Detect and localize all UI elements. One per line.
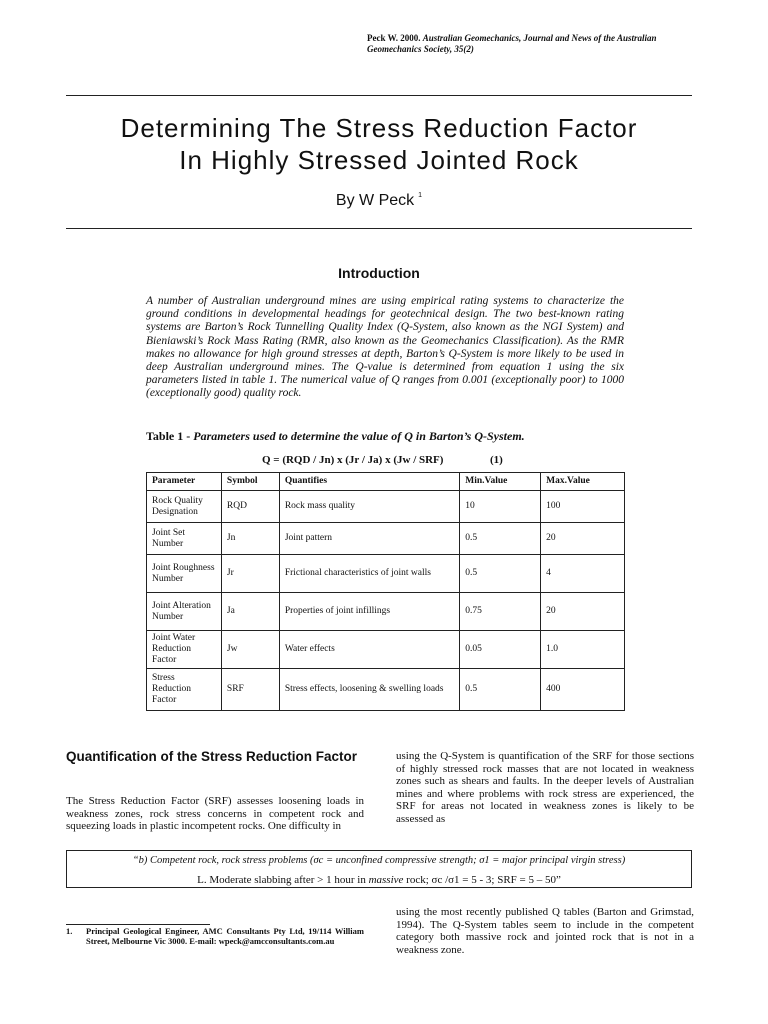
introduction-paragraph: A number of Australian underground mines are using empirical rating systems to characterize the ground conditions in developmental headings for geotechnical design. The two best-known rating systems are Barton’s Rock Tunnelling Quality Index (Q-System, also known as the NGI System) and Bieniawski’s Rock Mass Rating (RMR, also known as the Geomechanics Classification). As the RMR makes no allowance for high ground stresses at depth, Barton’s Q-System is more likely to be used in deep Australian underground mines. The Q-value is determined from equation 1 using the six parameters listed in table 1. The numerical value of Q ranges from 0.001 (exceptionally poor) to 1000 (exceptionally good) quality rock. (146, 295, 624, 400)
quoted-table-box (66, 850, 692, 888)
citation (367, 33, 687, 55)
quote-line-1: “b) Competent rock, rock stress problems (σc = unconfined compressive strength; σ1 = major principal virgin stress) (132, 855, 626, 866)
cell-symbol: Jw (221, 631, 279, 669)
table-row (147, 491, 625, 523)
table-row (147, 631, 625, 669)
footnote-rule (66, 924, 210, 925)
footnote-number: 1. (66, 926, 73, 936)
author-footnote-mark: 1 (418, 192, 423, 199)
cell-max-value: 1.0 (541, 631, 625, 669)
cell-symbol: RQD (221, 491, 279, 523)
table-row (147, 593, 625, 631)
cell-symbol: Ja (221, 593, 279, 631)
cell-min-value: 10 (460, 491, 541, 523)
footnote-text: Principal Geological Engineer, AMC Consultants Pty Ltd, 19/114 William Street, Melbourne Vic 3000. E-mail: wpeck@amcconsultants.com.au (86, 926, 364, 946)
cell-quantifies: Stress effects, loosening & swelling loads (279, 669, 459, 711)
table-caption (146, 429, 636, 444)
cell-quantifies: Properties of joint infillings (279, 593, 459, 631)
cell-quantifies: Joint pattern (279, 523, 459, 555)
section-paragraph-right: using the Q-System is quantification of the SRF for those sections of highly stressed rock masses that are not located in weakness zones such as shears and faults. In the deeper levels of Australian mines and where problems with rock stress are experienced, the SRF for areas not located in weakness zones is likely to be assessed as (396, 750, 694, 825)
header-parameter: Parameter (147, 473, 222, 491)
cell-symbol: SRF (221, 669, 279, 711)
equation-formula: Q = (RQD / Jn) x (Jr / Ja) x (Jw / SRF) (262, 454, 444, 466)
cell-min-value: 0.75 (460, 593, 541, 631)
cell-symbol: Jr (221, 555, 279, 593)
quote-line-2-a: L. Moderate slabbing after > 1 hour in (197, 874, 369, 886)
section-paragraph-left: The Stress Reduction Factor (SRF) assesses loosening loads in weakness zones, rock stress concerns in competent rock and squeezing loads in plastic incompetent rocks. One difficulty in (66, 795, 364, 832)
cell-min-value: 0.5 (460, 523, 541, 555)
cell-min-value: 0.5 (460, 669, 541, 711)
cell-max-value: 20 (541, 593, 625, 631)
cell-parameter: Stress Reduction Factor (147, 669, 222, 711)
parameters-table (146, 472, 625, 711)
quote-line-2 (67, 874, 691, 886)
paper-title (66, 112, 692, 176)
cell-parameter: Joint Set Number (147, 523, 222, 555)
header-symbol: Symbol (221, 473, 279, 491)
cell-parameter: Joint Roughness Number (147, 555, 222, 593)
table-row (147, 669, 625, 711)
table-caption-label: Table 1 - (146, 429, 194, 443)
cell-max-value: 20 (541, 523, 625, 555)
cell-symbol: Jn (221, 523, 279, 555)
cell-max-value: 4 (541, 555, 625, 593)
title-rule (66, 228, 692, 229)
cell-max-value: 100 (541, 491, 625, 523)
title-line-2: In Highly Stressed Jointed Rock (179, 145, 579, 175)
table-row (147, 523, 625, 555)
table-caption-text: Parameters used to determine the value of Q in Barton’s Q-System. (193, 429, 525, 443)
header-min-value: Min.Value (460, 473, 541, 491)
header-rule (66, 95, 692, 96)
quote-line-2-c: rock; σc /σ1 = 5 - 3; SRF = 5 – 50” (403, 874, 561, 886)
table-header-row (147, 473, 625, 491)
author-byline: By W Peck (335, 192, 415, 209)
cell-parameter: Rock Quality Designation (147, 491, 222, 523)
table-row (147, 555, 625, 593)
cell-quantifies: Water effects (279, 631, 459, 669)
cell-min-value: 0.05 (460, 631, 541, 669)
quote-line-2-b: massive (368, 874, 404, 886)
continuation-paragraph: using the most recently published Q tables (Barton and Grimstad, 1994). The Q-System tables seem to include in the competent category both massive rock and jointed rock that is not in a weakness zone. (396, 906, 694, 956)
equation-number: (1) (490, 454, 503, 466)
cell-min-value: 0.5 (460, 555, 541, 593)
citation-journal: Australian Geomechanics, Journal and News of the Australian Geomechanics Society, 35(2) (367, 33, 657, 54)
header-max-value: Max.Value (541, 473, 625, 491)
citation-authors: Peck W. 2000. (367, 33, 421, 43)
header-quantifies: Quantifies (279, 473, 459, 491)
cell-parameter: Joint Alteration Number (147, 593, 222, 631)
cell-parameter: Joint Water Reduction Factor (147, 631, 222, 669)
cell-max-value: 400 (541, 669, 625, 711)
cell-quantifies: Rock mass quality (279, 491, 459, 523)
cell-quantifies: Frictional characteristics of joint walls (279, 555, 459, 593)
author-line (66, 192, 692, 210)
section-heading: Quantification of the Stress Reduction Factor (66, 749, 358, 764)
introduction-heading: Introduction (338, 265, 420, 281)
title-line-1: Determining The Stress Reduction Factor (120, 113, 638, 143)
